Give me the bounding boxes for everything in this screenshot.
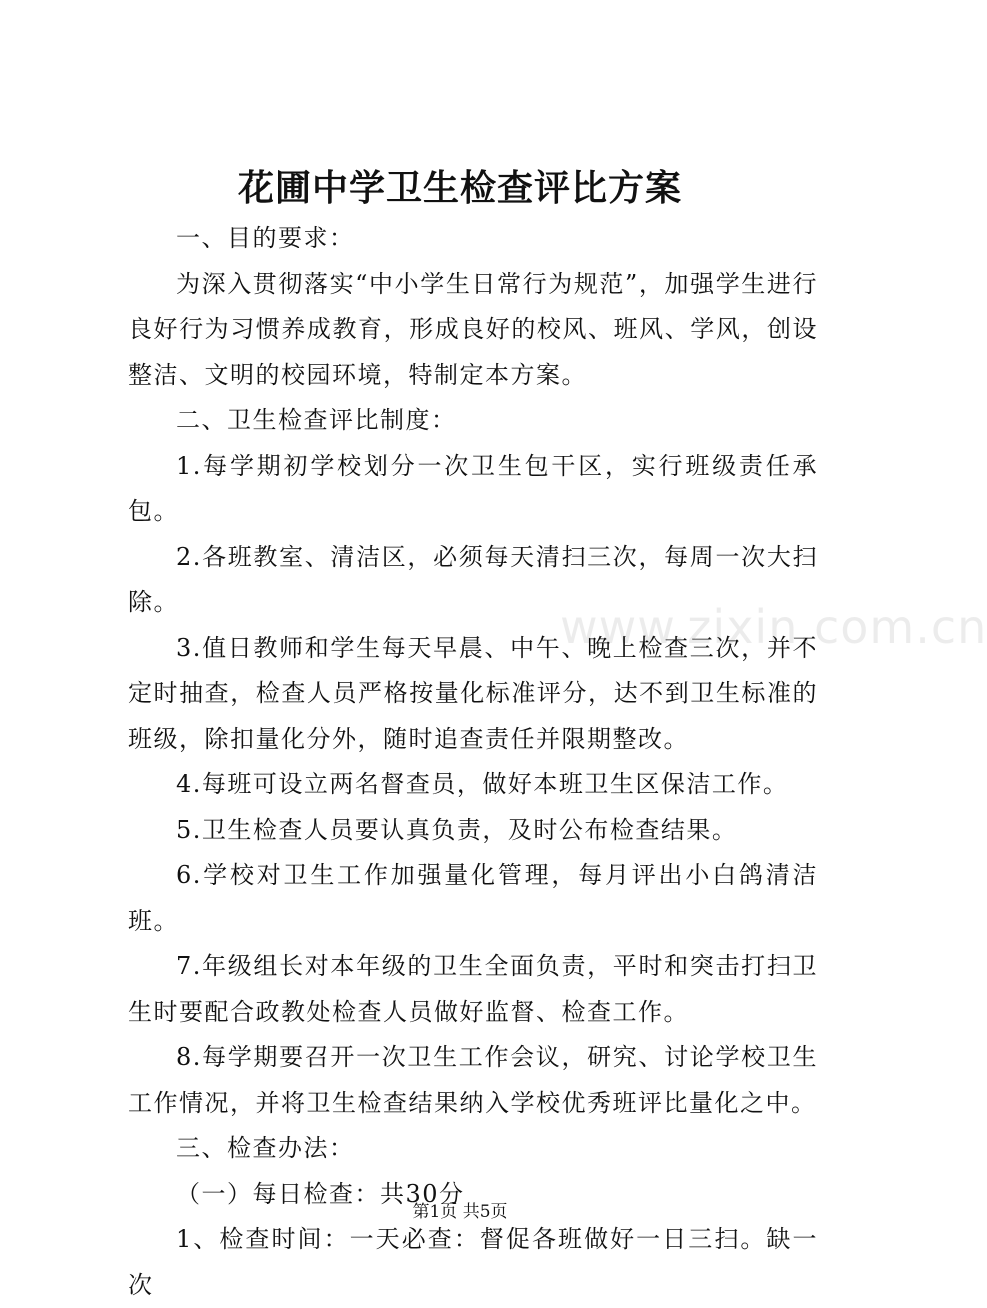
list-item-8: 8.每学期要召开一次卫生工作会议，研究、讨论学校卫生工作情况，并将卫生检查结果纳入学校优秀班评比量化之中。: [128, 1043, 818, 1117]
section-heading-system: 二、卫生检查评比制度：: [176, 406, 457, 434]
list-item-1: 1.每学期初学校划分一次卫生包干区，实行班级责任承包。: [128, 451, 818, 525]
watermark: www.zixin.com.cn: [560, 600, 987, 654]
page-footer: 第1页 共5页: [412, 1202, 508, 1222]
section-heading-purpose: 一、目的要求：: [176, 224, 355, 252]
document-body: [128, 216, 818, 1308]
list-item-4: 4.每班可设立两名督查员，做好本班卫生区保洁工作。: [176, 770, 789, 798]
subsection-daily-check: （一）每日检查：共30分: [176, 1179, 465, 1208]
list-item-6: 6.学校对卫生工作加强量化管理，每月评出小白鸽清洁班。: [128, 861, 818, 935]
section-heading-method: 三、检查办法：: [176, 1134, 355, 1162]
list-item-7: 7.年级组长对本年级的卫生全面负责，平时和突击打扫卫生时要配合政教处检查人员做好监督、检查工作。: [128, 952, 818, 1026]
paragraph-purpose: 为深入贯彻落实“中小学生日常行为规范”，加强学生进行良好行为习惯养成教育，形成良好的校风、班风、学风，创设整洁、文明的校园环境，特制定本方案。: [128, 269, 818, 389]
paragraph-check-time: 1、检查时间：一天必查：督促各班做好一日三扫。缺一次: [128, 1225, 818, 1299]
list-item-5: 5.卫生检查人员要认真负责，及时公布检查结果。: [176, 815, 738, 844]
list-item-2: 2.各班教室、清洁区，必须每天清扫三次，每周一次大扫除。: [128, 542, 818, 616]
document-title: 花圃中学卫生检查评比方案: [237, 167, 682, 209]
list-item-3: 3.值日教师和学生每天早晨、中午、晚上检查三次，并不定时抽查，检查人员严格按量化标准评分，达不到卫生标准的班级，除扣量化分外，随时追查责任并限期整改。: [128, 633, 818, 753]
